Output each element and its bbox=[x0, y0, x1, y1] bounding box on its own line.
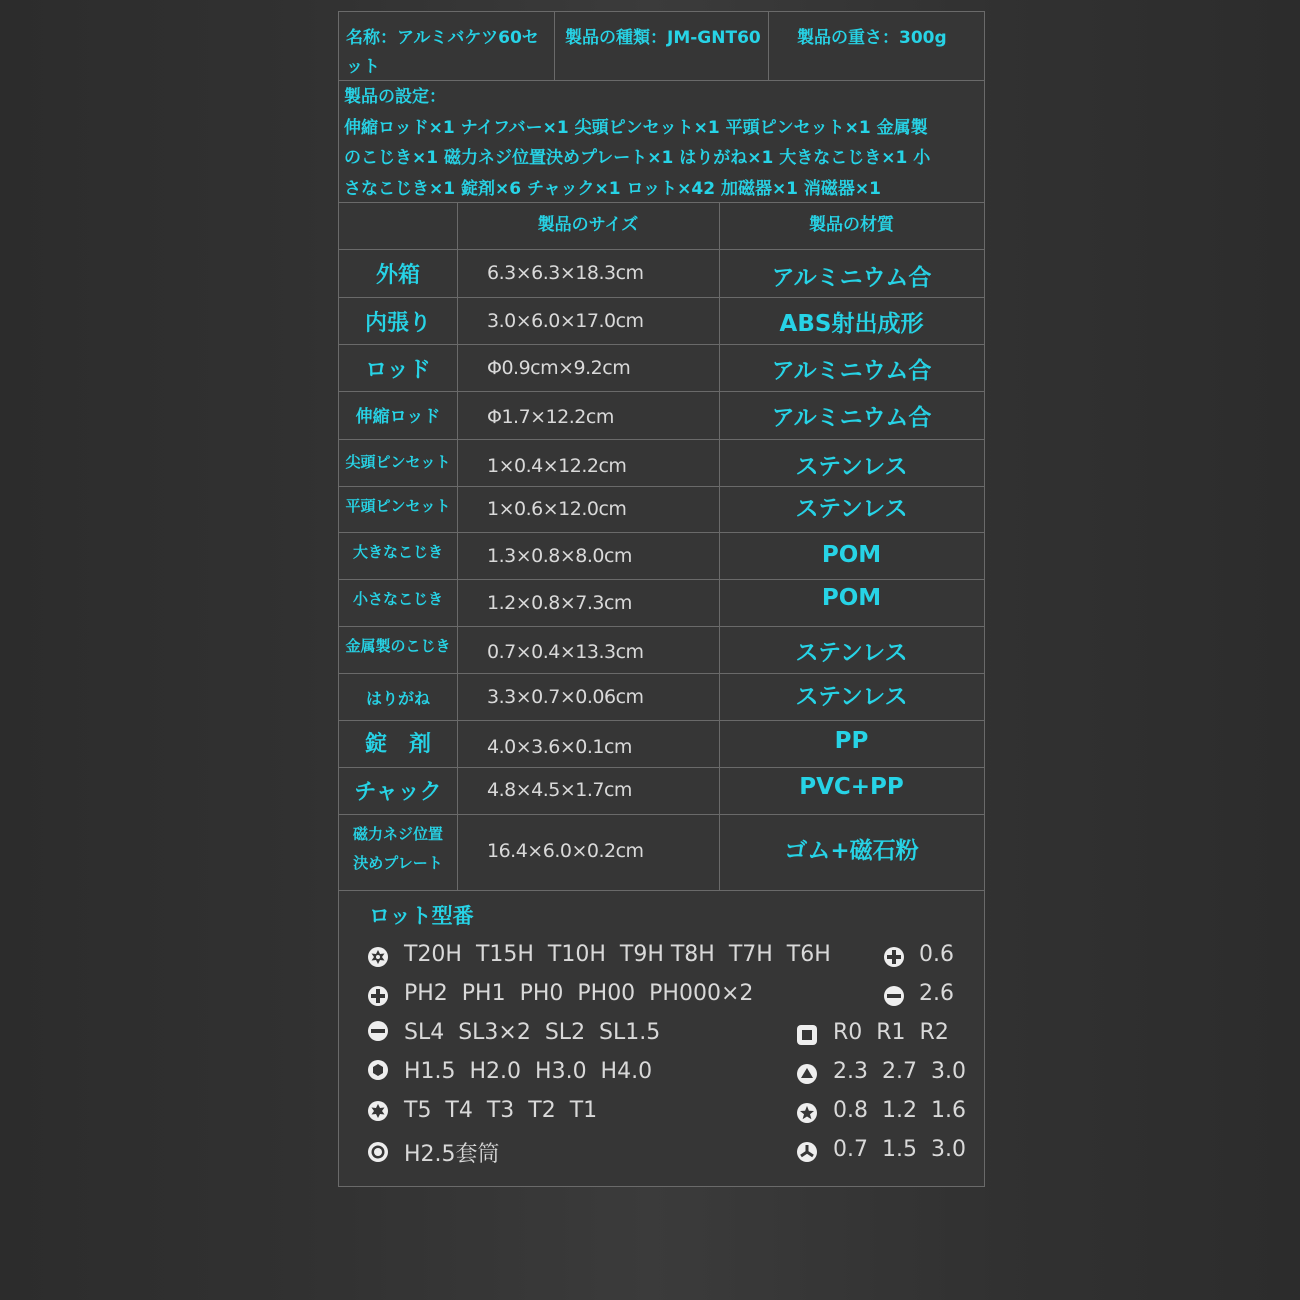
row-name: 伸縮ロッド bbox=[355, 407, 441, 427]
row-material: アルミニウム合 bbox=[771, 405, 932, 431]
table-row bbox=[339, 720, 984, 767]
rod-line: 0.6 bbox=[919, 942, 954, 967]
row-size: 3.3×0.7×0.06cm bbox=[487, 686, 644, 708]
divider bbox=[339, 890, 984, 891]
product-name-line2: ット bbox=[346, 57, 380, 77]
row-material: ステンレス bbox=[795, 640, 908, 666]
settings-title: 製品の設定： bbox=[344, 87, 446, 107]
row-name: はりがね bbox=[365, 689, 430, 708]
row-material: ゴム+磁石粉 bbox=[784, 838, 919, 864]
row-name-line1: 磁力ネジ位置 bbox=[352, 825, 443, 843]
row-name: 錠 剤 bbox=[364, 732, 431, 757]
rod-line: T5 T4 T3 T2 T1 bbox=[404, 1098, 598, 1123]
y-icon bbox=[796, 1141, 818, 1163]
table-row bbox=[339, 532, 984, 579]
header-material: 製品の材質 bbox=[809, 215, 894, 235]
row-name: 小さなこじき bbox=[352, 590, 443, 608]
socket-icon bbox=[367, 1141, 389, 1163]
spec-sheet bbox=[338, 11, 985, 1187]
header-size: 製品のサイズ bbox=[537, 215, 639, 235]
table-row bbox=[339, 486, 984, 532]
slotted-icon bbox=[367, 1020, 389, 1042]
row-name-line2: 決めプレート bbox=[353, 854, 443, 872]
table-row bbox=[339, 439, 984, 486]
rod-line: 0.7 1.5 3.0 bbox=[833, 1137, 966, 1162]
product-name bbox=[339, 12, 555, 80]
row-name: 内張り bbox=[364, 311, 431, 336]
row-name: 外箱 bbox=[375, 263, 420, 288]
row-size: Φ0.9cm×9.2cm bbox=[487, 357, 631, 379]
row-size: 4.8×4.5×1.7cm bbox=[487, 779, 632, 801]
product-type: 製品の種類：JM-GNT60 bbox=[555, 12, 769, 80]
row-name: 尖頭ピンセット bbox=[345, 453, 451, 471]
rod-line: 2.6 bbox=[919, 981, 954, 1006]
rod-line: H1.5 H2.0 H3.0 H4.0 bbox=[404, 1059, 653, 1084]
row-size: 1.3×0.8×8.0cm bbox=[487, 545, 632, 567]
settings-line: さなこじき×1 錠剤×6 チャック×1 ロット×42 加磁器×1 消磁器×1 bbox=[344, 178, 882, 199]
row-material: POM bbox=[821, 542, 882, 568]
table-row bbox=[339, 579, 984, 626]
row-name: 大きなこじき bbox=[352, 543, 443, 561]
table-row bbox=[339, 391, 984, 439]
row-name: 平頭ピンセット bbox=[345, 497, 451, 515]
rod-line: T20H T15H T10H T9H T8H T7H T6H bbox=[404, 942, 831, 967]
phillips-icon bbox=[367, 985, 389, 1007]
row-size: 1×0.6×12.0cm bbox=[487, 498, 627, 520]
table-row bbox=[339, 673, 984, 720]
row-material: POM bbox=[821, 585, 882, 611]
row-size: 1.2×0.8×7.3cm bbox=[487, 592, 632, 614]
row-material: ステンレス bbox=[795, 454, 908, 480]
product-info-row bbox=[339, 12, 984, 81]
square-icon bbox=[796, 1024, 818, 1046]
row-material: アルミニウム合 bbox=[771, 358, 932, 384]
row-size: Φ1.7×12.2cm bbox=[487, 406, 614, 428]
star-icon bbox=[796, 1102, 818, 1124]
table-row bbox=[339, 344, 984, 391]
rod-line: 2.3 2.7 3.0 bbox=[833, 1059, 966, 1084]
row-name: ロッド bbox=[365, 358, 431, 383]
rod-line: 0.8 1.2 1.6 bbox=[833, 1098, 966, 1123]
row-size: 3.0×6.0×17.0cm bbox=[487, 310, 644, 332]
torx-icon bbox=[367, 1100, 389, 1122]
table-row bbox=[339, 249, 984, 297]
product-weight: 製品の重さ：300g bbox=[797, 28, 947, 48]
triangle-icon bbox=[796, 1063, 818, 1085]
rod-line: PH2 PH1 PH0 PH00 PH000×2 bbox=[404, 981, 754, 1006]
table-row bbox=[339, 626, 984, 673]
product-settings bbox=[344, 82, 979, 204]
table-row bbox=[339, 297, 984, 344]
rod-line: R0 R1 R2 bbox=[833, 1020, 949, 1045]
row-material: アルミニウム合 bbox=[771, 265, 932, 291]
row-name: チャック bbox=[354, 780, 442, 805]
row-material: PP bbox=[834, 728, 869, 754]
table-row bbox=[339, 767, 984, 814]
row-name bbox=[339, 820, 457, 878]
row-material: PVC+PP bbox=[799, 774, 904, 800]
torx-security-icon bbox=[367, 946, 389, 968]
row-material: ステンレス bbox=[795, 496, 908, 522]
cross-icon bbox=[883, 946, 905, 968]
row-material: ABS射出成形 bbox=[779, 311, 924, 337]
row-material: ステンレス bbox=[795, 684, 908, 710]
row-size: 0.7×0.4×13.3cm bbox=[487, 641, 644, 663]
row-name: 金属製のこじき bbox=[345, 637, 451, 655]
table-row bbox=[339, 814, 984, 890]
settings-line: 伸縮ロッド×1 ナイフバー×1 尖頭ピンセット×1 平頭ピンセット×1 金属製 bbox=[344, 117, 928, 138]
minus-icon bbox=[883, 985, 905, 1007]
row-size: 16.4×6.0×0.2cm bbox=[487, 840, 644, 862]
rod-line: H2.5套筒 bbox=[404, 1142, 500, 1167]
row-size: 4.0×3.6×0.1cm bbox=[487, 736, 632, 758]
settings-line: のこじき×1 磁力ネジ位置決めプレート×1 はりがね×1 大きなこじき×1 小 bbox=[344, 148, 931, 168]
rod-types-title: ロット型番 bbox=[369, 904, 474, 928]
hex-icon bbox=[367, 1059, 389, 1081]
row-size: 6.3×6.3×18.3cm bbox=[487, 262, 644, 284]
row-size: 1×0.4×12.2cm bbox=[487, 455, 627, 477]
product-name-line1: 名称：アルミバケツ60セ bbox=[346, 28, 539, 48]
rod-line: SL4 SL3×2 SL2 SL1.5 bbox=[404, 1020, 661, 1045]
